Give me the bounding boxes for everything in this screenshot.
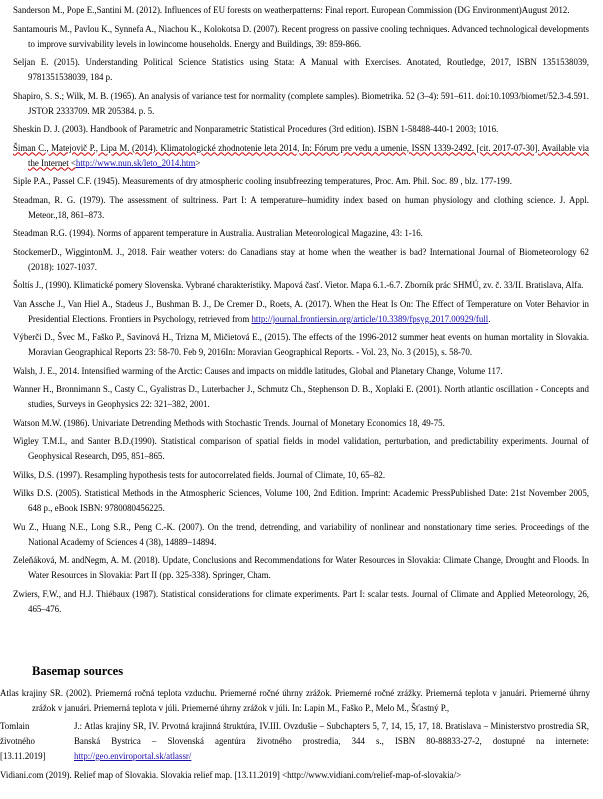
reference-text: .: [488, 313, 491, 324]
reference-item: Watson M.W. (1986). Univariate Detrending Methods with Stochastic Trends. Journal of Monetary Economics 18, 49-75.: [13, 417, 445, 428]
reference-item: Wigley T.M.L, and Santer B.D.(1990). Statistical comparison of spatial fields in model validation, perturbation, and predictability experiments. Journal of Geophysical Research, D95, 851–865.: [13, 436, 589, 461]
basemap-source-atlas: Atlas krajiny SR. (2002). Priemerná ročná teplota vzduchu. Priemerné ročné úhrny zrážok. Priemerné ročné zrážky. Priemerná teplota v januári. Priemerné úhrny zrážok v januári. Priemerná teplota v júli. Priemerné úhrny zrážok v júli. In: Lapin M., Faško P., Melo M., Šťastný P.,: [0, 688, 590, 713]
source-link[interactable]: http://geo.enviroportal.sk/atlassr/: [74, 751, 192, 761]
basemap-source-tomlain: [0, 719, 590, 765]
reference-link[interactable]: http://journal.frontiersin.org/article/10.3389/fpsyg.2017.00929/full: [251, 313, 489, 324]
reference-item: Wu Z., Huang N.E., Long S.R., Peng C.-K. (2007). On the trend, detrending, and variability of nonlinear and nonstationary time series. Proceedings of the National Academy of Sciences 4 (38), 14889–14894.: [13, 521, 589, 547]
reference-item: Wilks, D.S. (1997). Resampling hypothesis tests for autocorrelated fields. Journal of Climate, 10, 65–82.: [13, 469, 386, 480]
reference-text: Šiman C., Matejovič P., Lipa M. (2014). Klimatologické zhodnotenie leta 2014, In: Fórum pre vedu a umenie, ISSN 1339-2492. [cit. 2017-07-30]. Available via the Internet <: [13, 142, 589, 168]
reference-item: Siple P.A., Passel C.F. (1945). Measurements of dry atmospheric cooling insubfreezing temperatures, Proc. Am. Phil. Soc. 89 , blz. 177-199.: [13, 176, 512, 186]
reference-item: Santamouris M., Pavlou K., Synnefa A., Niachou K., Kolokotsa D. (2007). Recent progress on passive cooling techniques. Advanced technological developments to improve survivability levels in lowincome households. Energy and Buildings, 39: 859-866.: [13, 23, 589, 49]
reference-item: Wilks D.S. (2005). Statistical Methods in the Atmospheric Sciences, Volume 100, 2nd Edition. Imprint: Academic PressPublished Date: 21st November 2005, 648 p., eBook ISBN: 9780080456225.: [13, 488, 589, 513]
reference-item: Steadman R.G. (1994). Norms of apparent temperature in Australia. Australian Meteorological Magazine, 43: 1-16.: [13, 228, 423, 238]
basemap-source-vidiani: Vidiani.com (2019). Relief map of Slovakia. Slovakia relief map. [13.11.2019] <http://www.vidiani.com/relief-map-of-slovakia/>: [0, 770, 462, 780]
reference-item: Výberči D., Švec M., Faško P., Savinová H., Trizna M, Mičietová E., (2015). The effects of the 1996-2012 summer heat events on human mortality in Slovakia. Moravian Geographical Reports 23: 58-70. Feb 9, 2016In: Moravian Geographical Reports. - Vol. 23, No. 3 (2015), s. 58-70.: [13, 332, 589, 357]
reference-text: >: [195, 157, 201, 168]
reference-item: [13, 297, 589, 327]
reference-item: Zeleňáková, M. andNegm, A. M. (2018). Update, Conclusions and Recommendations for Water Resources in Slovakia: Climate Change, Drought and Floods. In Water Resources in Slovakia: Part II (pp. 325-338). Springer, Cham.: [13, 555, 589, 580]
reference-item: [13, 141, 589, 171]
reference-item: Zwiers, F.W., and H.J. Thiébaux (1987). Statistical considerations for climate experiments. Part I: scalar tests. Journal of Climate and Applied Meteorology, 26, 465–476.: [13, 588, 589, 614]
reference-item: Seljan E. (2015). Understanding Political Science Statistics using Stata: A Manual with Exercises. Anotated, Routledge, 2017, ISBN 1351538039, 9781351538039, 184 p.: [13, 57, 589, 82]
reference-item: Sheskin D. J. (2003). Handbook of Parametric and Nonparametric Statistical Procedures (3rd edition). ISBN 1-58488-440-1 2003; 1016.: [13, 124, 499, 134]
source-author-label: Tomlain životného [13.11.2019]: [0, 721, 46, 761]
reference-list: [13, 3, 589, 620]
reference-item: Šoltís J., (1990). Klimatické pomery Slovenska. Vybrané charakteristiky. Mapová časť. Vietor. Mapa 6.1.-6.7. Zborník prác SHMÚ, zv. č. 33/II. Bratislava, Alfa.: [13, 280, 584, 290]
reference-item: Shapiro, S. S.; Wilk, M. B. (1965). An analysis of variance test for normality (complete samples). Biometrika. 52 (3–4): 591–611. doi:10.1093/biomet/52.3-4.591. JSTOR 2333709. MR 205384. p. 5.: [13, 90, 589, 116]
reference-item: Wanner H., Bronnimann S., Casty C., Gyalistras D., Luterbacher J., Schmutz Ch., Stephenson D. B., Xoplaki E. (2001). North atlantic oscillation - Concepts and studies, Surveys in Geophysics 22: 321–382, 2001.: [13, 384, 589, 409]
basemap-source-list: [0, 686, 590, 786]
section-heading: Basemap sources: [32, 664, 124, 678]
reference-text: Van Assche J., Van Hiel A., Stadeus J., Bushman B. J., De Cremer D., Roets, A. (2017). When the Heat Is On: The Effect of Temperature on Voter Behavior in Presidential Elections. Frontiers in Psychology, retrieved from: [13, 298, 589, 324]
reference-item: Walsh, J. E., 2014. Intensified warming of the Arctic: Causes and impacts on middle latitudes, Global and Planetary Change, Volume 117.: [13, 365, 503, 376]
source-text: J.: Atlas krajiny SR, IV. Prvotná krajinná štruktúra, IV.III. Ovzdušie – Subchapters 5, 7, 14, 15, 17, 18. Bratislava – Ministerstvo prostredia SR, Banská Bystrica – Slovenská agentúra životného prostredia, 344 s., ISBN 80-88833-27-2, dostupné na internete:: [74, 721, 589, 746]
source-details: [74, 719, 589, 764]
reference-item: Steadman, R. G. (1979). The assessment of sultriness. Part I: A temperature–humidity index based on human physiology and clothing science. J. Appl. Meteor.,18, 861–873.: [13, 194, 589, 220]
reference-item: Sanderson M., Pope E.,Santini M. (2012). Influences of EU forests on weatherpatterns: Final report. European Commission (DG Environment)August 2012.: [13, 5, 570, 15]
reference-item: StockemerD., WiggintonM. J., 2018. Fair weather voters: do Canadians stay at home when the weather is bad? International Journal of Biometeorology 62 (2018): 1027-1037.: [13, 246, 589, 272]
reference-link[interactable]: http://www.nun.sk/leto_2014.htm: [75, 157, 196, 168]
